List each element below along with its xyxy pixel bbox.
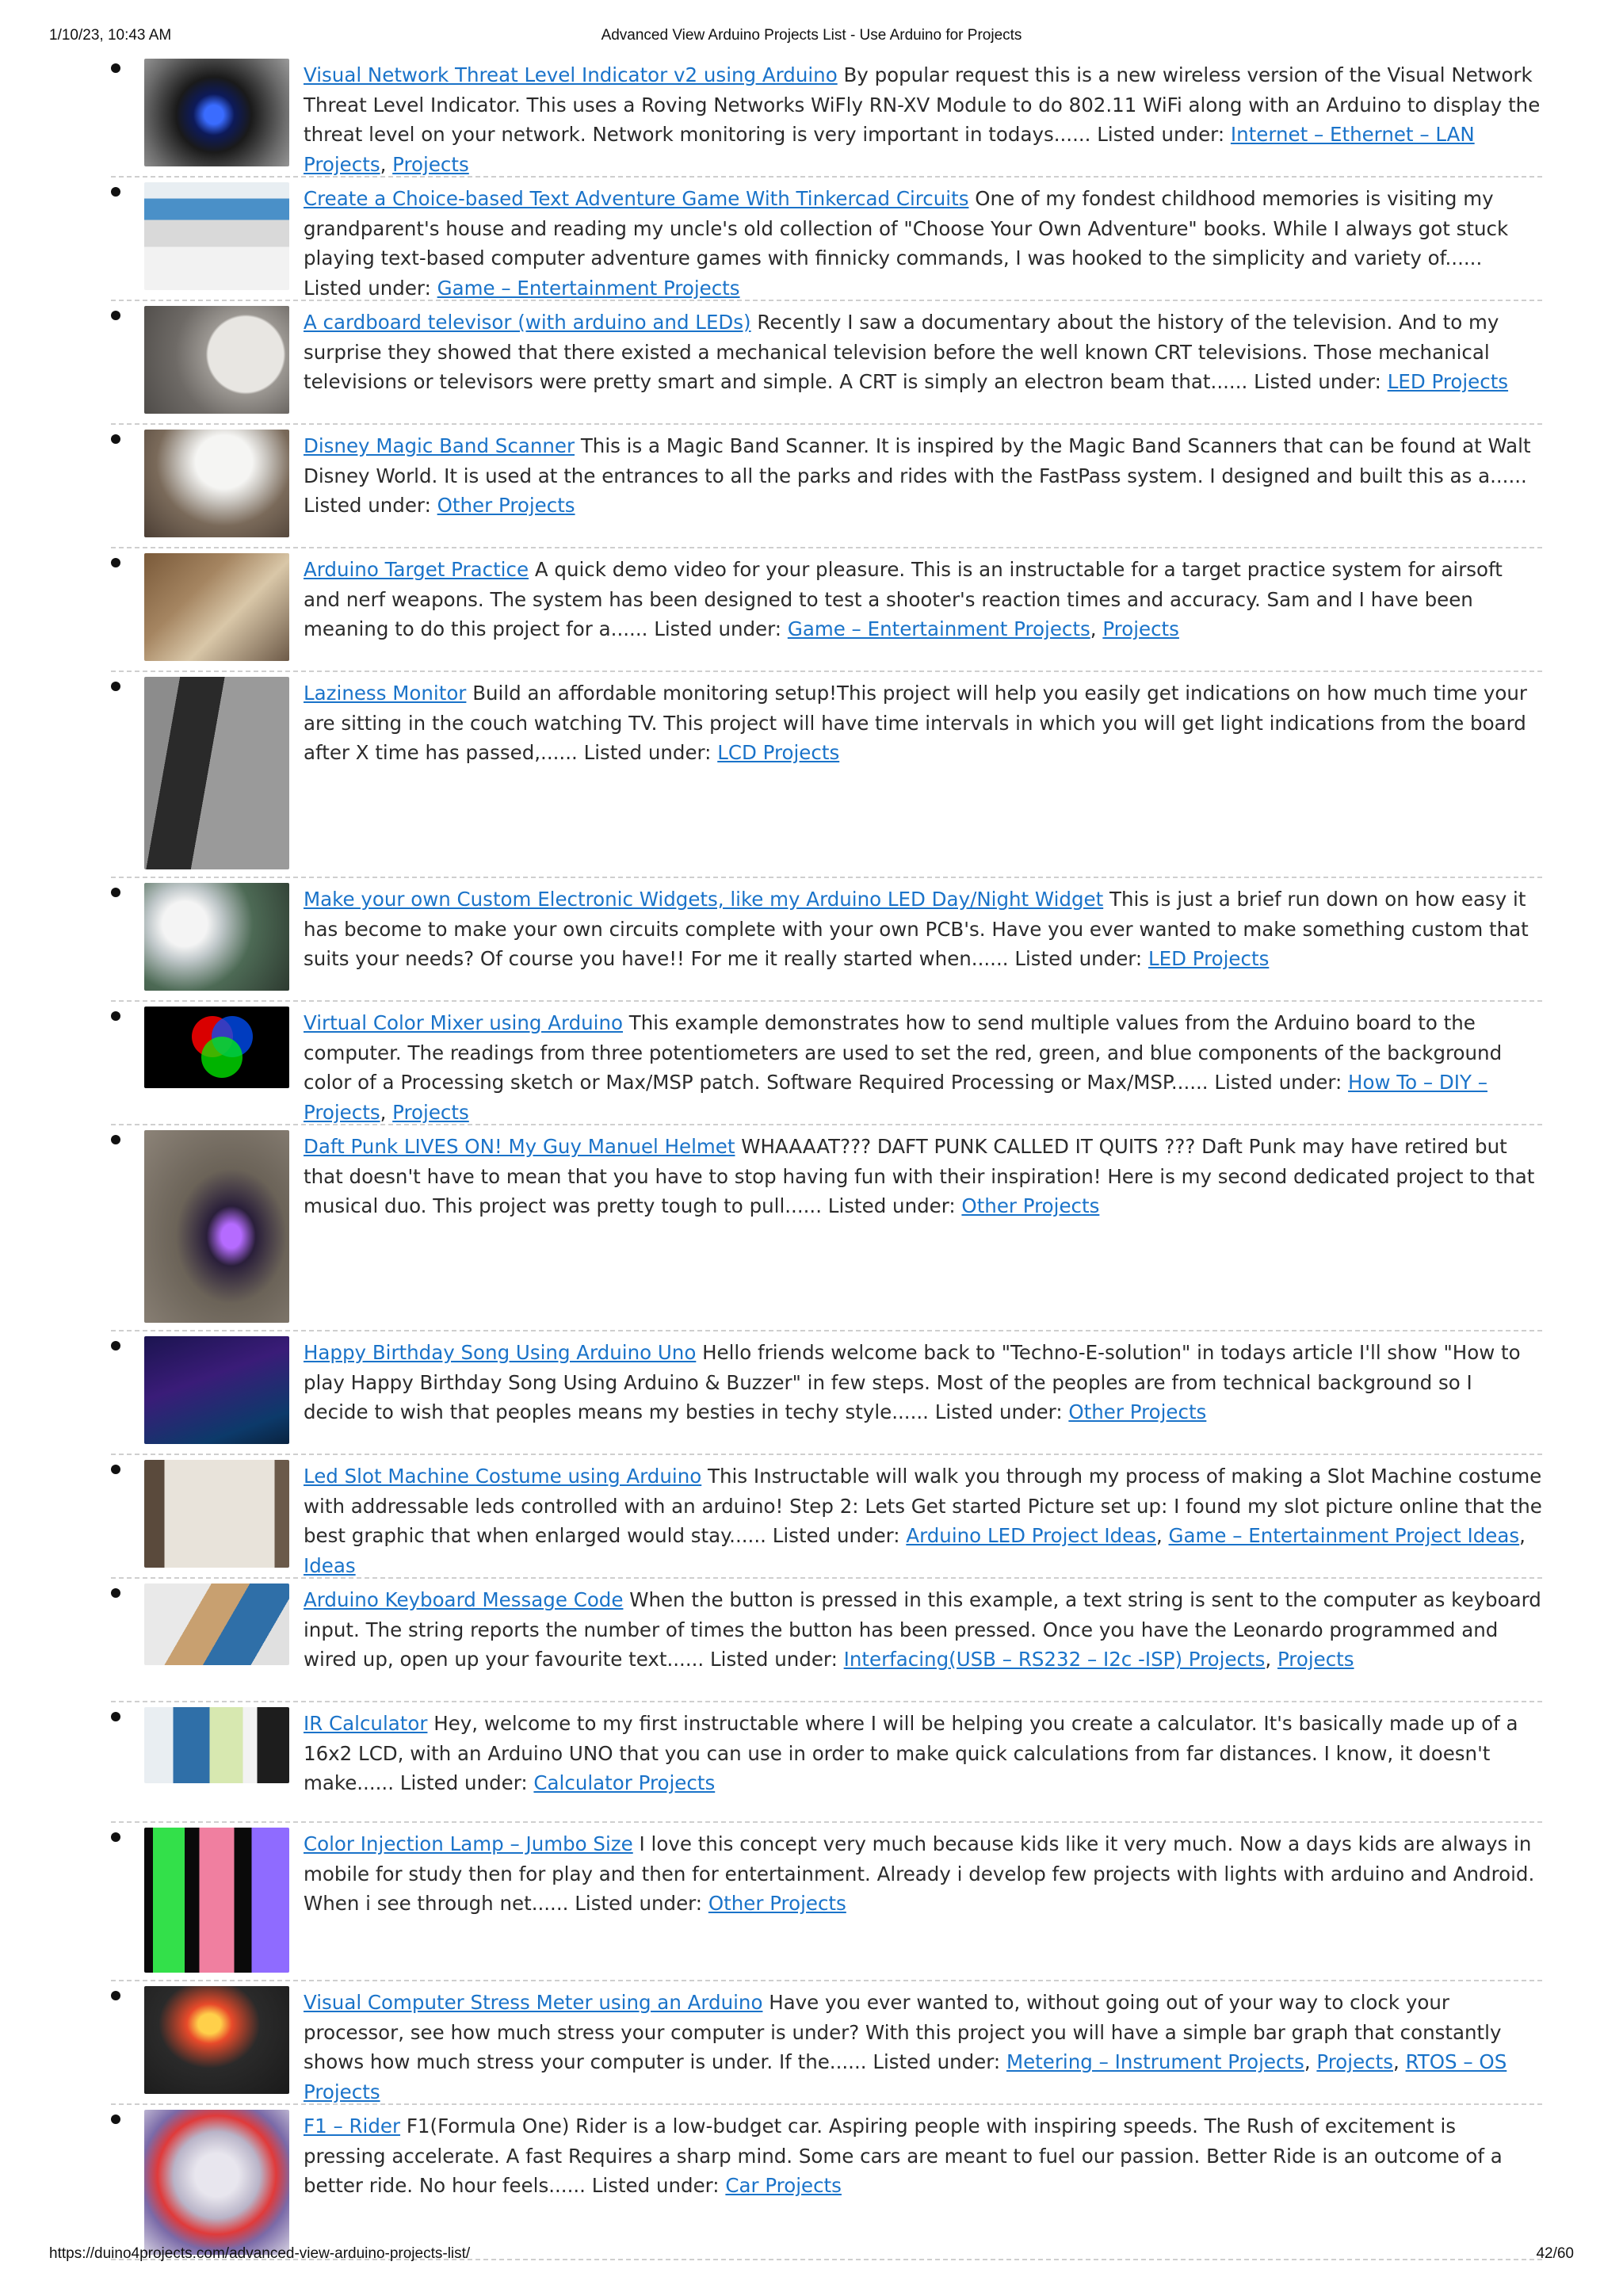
- project-entry: [304, 1828, 1542, 1919]
- category-link[interactable]: Internet – Ethernet – LAN Projects: [304, 123, 1475, 176]
- project-thumbnail[interactable]: [144, 1828, 289, 1973]
- project-thumbnail[interactable]: [144, 59, 289, 166]
- bullet-icon: [111, 2115, 120, 2124]
- project-title-link[interactable]: Disney Magic Band Scanner: [304, 434, 575, 457]
- project-entry: [304, 2110, 1542, 2201]
- category-link[interactable]: Game – Entertainment Project Ideas: [1168, 1524, 1520, 1547]
- category-link[interactable]: RTOS – OS Projects: [304, 2050, 1507, 2103]
- list-item: [111, 178, 1542, 301]
- category-link[interactable]: Metering – Instrument Projects: [1006, 2050, 1304, 2073]
- category-link[interactable]: LCD Projects: [717, 741, 840, 764]
- listed-under-label: Listed under:: [583, 741, 712, 764]
- listed-under-label: Listed under:: [772, 1524, 900, 1547]
- project-entry: [304, 430, 1542, 521]
- project-thumbnail[interactable]: [144, 1707, 289, 1783]
- project-entry: Arduino Target Practice A quick demo video for your pleasure. This is an instructable for a target practice system for airsoft and nerf weapons. The system has been designed to test a shooter's reaction times and accuracy. Sam and I have been meaning to do this project for a...... Listed under: Game – Entertainment Projects, Projects: [304, 558, 1503, 640]
- category-link[interactable]: Interfacing(USB – RS232 – I2c -ISP) Projects: [843, 1648, 1266, 1671]
- bullet-icon: [111, 682, 120, 691]
- list-item: [111, 548, 1542, 672]
- listed-under-label: Listed under:: [591, 2174, 720, 2197]
- category-link[interactable]: Projects: [392, 1100, 469, 1124]
- bullet-icon: [111, 1011, 120, 1021]
- listed-under-label: Listed under:: [873, 2050, 1001, 2073]
- list-item: [111, 878, 1542, 1002]
- page-number: 42/60: [1536, 2245, 1574, 2262]
- list-item: [111, 1125, 1542, 1331]
- project-description: Build an affordable monitoring setup!This project will help you easily get indications on how much time your are sitting in the couch watching TV. This project will have time intervals in which you will get light indications from the board after X time has passed,......: [304, 682, 1527, 764]
- project-description: This is just a brief run down on how easy it has become to make your own circuits complete with your own PCB's. Have you ever wanted to make something custom that suits your needs? Of course you have!! For me it really started when......: [304, 888, 1529, 970]
- project-entry: Visual Computer Stress Meter using an Arduino Have you ever wanted to, without going out of your way to clock your processor, see how much stress your computer is under? With this project you will have a simple bar graph that constantly shows how much stress your computer is under. If the...... Listed under: Metering – Instrument Projects, Projects, RTOS – OS Projects: [304, 1991, 1507, 2103]
- project-title-link[interactable]: Happy Birthday Song Using Arduino Uno: [304, 1341, 697, 1364]
- print-header: [49, 27, 1574, 51]
- listed-under-label: Listed under:: [575, 1892, 703, 1915]
- list-item: [111, 301, 1542, 425]
- project-thumbnail[interactable]: [144, 430, 289, 537]
- project-title-link[interactable]: Arduino Target Practice: [304, 558, 529, 581]
- list-item: [111, 1702, 1542, 1823]
- project-description: One of my fondest childhood memories is visiting my grandparent's house and reading my uncle's old collection of "Choose Your Own Adventure" books. While I always got stuck playing text-based computer adventure games with finnicky commands, I was hooked to the simplicity and variety of......: [304, 187, 1509, 269]
- project-thumbnail[interactable]: [144, 1460, 289, 1568]
- project-title-link[interactable]: Led Slot Machine Costume using Arduino: [304, 1465, 702, 1488]
- list-item: [111, 2105, 1542, 2260]
- category-link[interactable]: Projects: [1277, 1648, 1354, 1671]
- project-entry: [304, 182, 1542, 303]
- project-title-link[interactable]: F1 – Rider: [304, 2115, 401, 2137]
- listed-under-label: Listed under:: [934, 1400, 1063, 1423]
- project-description: I love this concept very much because kids like it very much. Now a days kids are always in mobile for study then for play and then for entertainment. Already i develop few projects with lights with arduino and Android. When i see through net......: [304, 1832, 1535, 1915]
- category-link[interactable]: Game – Entertainment Projects: [437, 276, 740, 300]
- print-datetime: 1/10/23, 10:43 AM: [49, 27, 172, 44]
- bullet-icon: [111, 888, 120, 897]
- listed-under-label: Listed under:: [304, 276, 431, 300]
- project-title-link[interactable]: Virtual Color Mixer using Arduino: [304, 1011, 623, 1034]
- project-thumbnail[interactable]: [144, 182, 289, 290]
- project-thumbnail[interactable]: [144, 2110, 289, 2255]
- listed-under-label: Listed under:: [710, 1648, 838, 1671]
- listed-under-label: Listed under:: [827, 1194, 956, 1217]
- project-title-link[interactable]: Laziness Monitor: [304, 682, 467, 705]
- project-description: When the button is pressed in this example, a text string is sent to the computer as keyboard input. The string reports the number of times the button has been pressed. Once you have the Leonardo programmed and wired up, open up your favourite text......: [304, 1588, 1541, 1671]
- bullet-icon: [111, 63, 120, 73]
- project-description: A quick demo video for your pleasure. This is an instructable for a target practice system for airsoft and nerf weapons. The system has been designed to test a shooter's reaction times and accuracy. Sam and I have been meaning to do this project for a......: [304, 558, 1503, 640]
- category-link[interactable]: How To – DIY – Projects: [304, 1071, 1487, 1124]
- bullet-icon: [111, 1712, 120, 1721]
- project-title-link[interactable]: IR Calculator: [304, 1712, 428, 1735]
- list-item: [111, 425, 1542, 548]
- list-item: [111, 1331, 1542, 1455]
- project-title-link[interactable]: Make your own Custom Electronic Widgets, like my Arduino LED Day/Night Widget: [304, 888, 1104, 911]
- bullet-icon: [111, 1465, 120, 1474]
- list-item: [111, 1981, 1542, 2105]
- listed-under-label: Listed under:: [304, 494, 431, 517]
- list-item: [111, 1455, 1542, 1579]
- category-link[interactable]: LED Projects: [1148, 947, 1270, 970]
- category-link[interactable]: Projects: [1316, 2050, 1393, 2073]
- bullet-icon: [111, 311, 120, 320]
- project-thumbnail[interactable]: [144, 1336, 289, 1444]
- listed-under-label: Listed under:: [1097, 123, 1225, 146]
- project-description: Have you ever wanted to, without going out of your way to clock your processor, see how much stress your computer is under? With this project you will have a simple bar graph that constantly shows how much stress your computer is under. If the......: [304, 1991, 1502, 2073]
- category-link[interactable]: LED Projects: [1387, 370, 1509, 393]
- project-entry: [304, 306, 1542, 397]
- project-title-link[interactable]: Color Injection Lamp – Jumbo Size: [304, 1832, 633, 1855]
- project-thumbnail[interactable]: [144, 1584, 289, 1665]
- bullet-icon: [111, 1588, 120, 1598]
- listed-under-label: Listed under:: [1254, 370, 1381, 393]
- project-thumbnail[interactable]: [144, 1007, 289, 1088]
- project-list: [111, 54, 1542, 2260]
- project-thumbnail[interactable]: [144, 677, 289, 869]
- listed-under-label: Listed under:: [1214, 1071, 1342, 1094]
- category-link[interactable]: Other Projects: [1068, 1400, 1207, 1423]
- page-url: https://duino4projects.com/advanced-view-arduino-projects-list/: [49, 2245, 471, 2262]
- list-item: [111, 1002, 1542, 1125]
- project-description: This example demonstrates how to send multiple values from the Arduino board to the computer. The readings from three potentiometers are used to set the red, green, and blue components of the background color of a Processing sketch or Max/MSP patch. Software Required Processing or Max/MSP......: [304, 1011, 1503, 1094]
- project-description: Hello friends welcome back to "Techno-E-solution" in todays article I'll show "How to play Happy Birthday Song Using Arduino & Buzzer" in few steps. Most of the peoples are from technical background so I decide to wish that peoples means my besties in techy style......: [304, 1341, 1521, 1423]
- project-description: This is a Magic Band Scanner. It is inspired by the Magic Band Scanners that can be found at Walt Disney World. It is used at the entrances to all the parks and rides with the FastPass system. I designed and built this as a......: [304, 434, 1531, 487]
- bullet-icon: [111, 187, 120, 197]
- project-description: Recently I saw a documentary about the history of the television. And to my surprise they showed that there existed a mechanical television before the well known CRT televisions. Those mechanical televisions or televisors were pretty smart and simple. A CRT is simply an electron beam that......: [304, 311, 1499, 393]
- project-entry: Visual Network Threat Level Indicator v2 using Arduino By popular request this is a new wireless version of the Visual Network Threat Level Indicator. This uses a Roving Networks WiFly RN-XV Module to do 802.11 WiFi along with an Arduino to display the threat level on your network. Network monitoring is very important in todays...... Listed under: Internet – Ethernet – LAN Projects, Projects: [304, 63, 1541, 176]
- project-description: F1(Formula One) Rider is a low-budget car. Aspiring people with inspiring speeds. The Rush of excitement is pressing accelerate. A fast Requires a sharp mind. Some cars are meant to fuel our passion. Better Ride is an outcome of a better ride. No hour feels......: [304, 2115, 1503, 2197]
- project-description: By popular request this is a new wireless version of the Visual Network Threat Level Indicator. This uses a Roving Networks WiFly RN-XV Module to do 802.11 WiFi along with an Arduino to display the threat level on your network. Network monitoring is very important in todays......: [304, 63, 1541, 146]
- project-description: WHAAAAT??? DAFT PUNK CALLED IT QUITS ??? Daft Punk may have retired but that doesn't have to mean that you have to stop having fun with their inspiration! Here is my second dedicated project to that musical duo. This project was pretty tough to pull......: [304, 1135, 1535, 1217]
- project-description: Hey, welcome to my first instructable where I will be helping you create a calculator. It's basically made up of a 16x2 LCD, with an Arduino UNO that you can use in order to make quick calculations from far distances. I know, it doesn't make......: [304, 1712, 1518, 1794]
- category-link[interactable]: Game – Entertainment Projects: [787, 617, 1090, 640]
- print-page-title: Advanced View Arduino Projects List - Use Arduino for Projects: [601, 27, 1022, 44]
- category-link[interactable]: Calculator Projects: [533, 1771, 716, 1794]
- project-title-link[interactable]: Arduino Keyboard Message Code: [304, 1588, 624, 1611]
- category-link[interactable]: Other Projects: [961, 1194, 1100, 1217]
- bullet-icon: [111, 1341, 120, 1350]
- project-entry: [304, 1707, 1542, 1798]
- category-link[interactable]: Car Projects: [725, 2174, 842, 2197]
- project-entry: [304, 1130, 1542, 1221]
- category-link[interactable]: Arduino LED Project Ideas: [906, 1524, 1156, 1547]
- project-description: This Instructable will walk you through my process of making a Slot Machine costume with addressable leds controlled with an arduino! Step 2: Lets Get started Picture set up: I found my slot picture online that the best graphic that when enlarged would stay......: [304, 1465, 1542, 1547]
- list-item: [111, 54, 1542, 178]
- project-thumbnail[interactable]: [144, 553, 289, 661]
- bullet-icon: [111, 1991, 120, 2000]
- project-title-link[interactable]: Daft Punk LIVES ON! My Guy Manuel Helmet: [304, 1135, 735, 1158]
- print-footer: [49, 2245, 1574, 2269]
- list-item: [111, 672, 1542, 878]
- project-thumbnail[interactable]: [144, 1130, 289, 1323]
- listed-under-label: Listed under:: [399, 1771, 528, 1794]
- list-item: [111, 1823, 1542, 1981]
- bullet-icon: [111, 1135, 120, 1144]
- project-thumbnail[interactable]: [144, 883, 289, 991]
- project-title-link[interactable]: Visual Network Threat Level Indicator v2 using Arduino: [304, 63, 838, 86]
- list-item: [111, 1579, 1542, 1702]
- category-link[interactable]: Projects: [392, 152, 469, 176]
- listed-under-label: Listed under:: [1014, 947, 1143, 970]
- project-entry: Virtual Color Mixer using Arduino This example demonstrates how to send multiple values from the Arduino board to the computer. The readings from three potentiometers are used to set the red, green, and blue components of the background color of a Processing sketch or Max/MSP patch. Software Required Processing or Max/MSP...... Listed under: How To – DIY – Projects, Projects: [304, 1011, 1503, 1124]
- listed-under-label: Listed under:: [654, 617, 782, 640]
- category-link[interactable]: Other Projects: [437, 494, 575, 517]
- category-link[interactable]: Other Projects: [708, 1892, 846, 1915]
- bullet-icon: [111, 1832, 120, 1842]
- project-thumbnail[interactable]: [144, 1986, 289, 2094]
- project-entry: Led Slot Machine Costume using Arduino This Instructable will walk you through my process of making a Slot Machine costume with addressable leds controlled with an arduino! Step 2: Lets Get started Picture set up: I found my slot picture online that the best graphic that when enlarged would stay...... Listed under: Arduino LED Project Ideas, Game – Entertainment Project Ideas, Ideas: [304, 1465, 1542, 1577]
- project-entry: [304, 883, 1542, 974]
- project-title-link[interactable]: A cardboard televisor (with arduino and LEDs): [304, 311, 751, 334]
- category-link[interactable]: Ideas: [304, 1553, 356, 1577]
- bullet-icon: [111, 434, 120, 444]
- project-title-link[interactable]: Visual Computer Stress Meter using an Arduino: [304, 1991, 763, 2014]
- project-thumbnail[interactable]: [144, 306, 289, 414]
- project-title-link[interactable]: Create a Choice-based Text Adventure Game With Tinkercad Circuits: [304, 187, 969, 210]
- project-entry: [304, 677, 1542, 768]
- bullet-icon: [111, 558, 120, 567]
- project-entry: Arduino Keyboard Message Code When the button is pressed in this example, a text string is sent to the computer as keyboard input. The string reports the number of times the button has been pressed. Once you have the Leonardo programmed and wired up, open up your favourite text...... Listed under: Interfacing(USB – RS232 – I2c -ISP) Projects, Projects: [304, 1588, 1541, 1671]
- project-entry: [304, 1336, 1542, 1427]
- category-link[interactable]: Projects: [1102, 617, 1179, 640]
